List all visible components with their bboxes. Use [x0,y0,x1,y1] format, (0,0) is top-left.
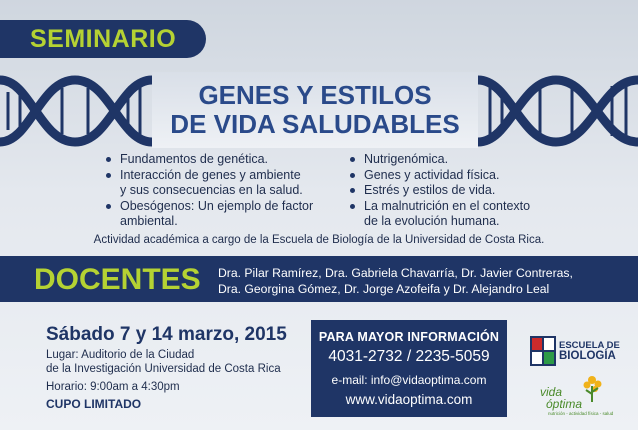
event-place-line-1: Lugar: Auditorio de la Ciudad [46,349,195,361]
seminar-label: SEMINARIO [30,24,177,53]
topic-item: Obesógenos: Un ejemplo de factor [102,199,332,215]
seminar-banner [0,20,206,58]
topic-item: Genes y actividad física. [346,168,586,184]
title-line-1: GENES Y ESTILOS [198,80,432,110]
topic-item: Estrés y estilos de vida. [346,183,586,199]
contact-heading: PARA MAYOR INFORMACIÓN [318,330,500,344]
limited-seats-notice: CUPO LIMITADO [46,397,142,411]
topics-left-list [102,152,332,230]
topic-item: La malnutrición en el contexto [346,199,586,215]
activity-note: Actividad académica a cargo de la Escuela de Biología de la Universidad de Costa Rica. [93,234,545,246]
contact-phones: 4031-2732 / 2235-5059 [328,348,490,365]
vida-tagline: nutrición - actividad física - salud [548,411,614,416]
topic-item: Interacción de genes y ambiente [102,168,332,184]
contact-email[interactable]: e-mail: info@vidaoptima.com [331,373,487,387]
event-schedule: Horario: 9:00am a 4:30pm [46,381,180,393]
vida-optima-text [540,386,582,410]
topic-item-continuation: de la evolución humana. [364,214,500,228]
event-date: Sábado 7 y 14 marzo, 2015 [46,324,287,345]
escuela-logo-line-1: ESCUELA DE [559,340,620,351]
docentes-line-1: Dra. Pilar Ramírez, Dra. Gabriela Chavarría, Dr. Javier Contreras, [218,266,573,280]
vida-line-2: óptima [546,397,583,411]
escuela-logo-line-2: BIOLOGÍA [559,350,616,362]
topic-item: Fundamentos de genética. [102,152,332,168]
topic-item-continuation: y sus consecuencias en la salud. [120,183,303,197]
escuela-logo-text [559,341,620,361]
contact-box [311,320,507,417]
docentes-line-2: Dra. Georgina Gómez, Dr. Jorge Azofeifa y Dr. Alejandro Leal [218,282,550,296]
contact-website[interactable]: www.vidaoptima.com [345,392,473,407]
title-line-2: DE VIDA SALUDABLES [170,109,460,139]
docentes-names [218,265,573,297]
topic-item: Nutrigenómica. [346,152,586,168]
seminar-title [152,72,478,148]
event-place-line-2: de la Investigación Universidad de Costa Rica [46,363,281,375]
escuela-shield-icon [530,336,556,366]
topic-item-continuation: ambiental. [120,214,178,228]
vida-optima-logo [540,372,614,418]
escuela-biologia-logo [530,336,620,366]
topics-right-list [346,152,586,230]
vida-line-1: vida [540,385,563,399]
docentes-label: DOCENTES [34,263,201,296]
